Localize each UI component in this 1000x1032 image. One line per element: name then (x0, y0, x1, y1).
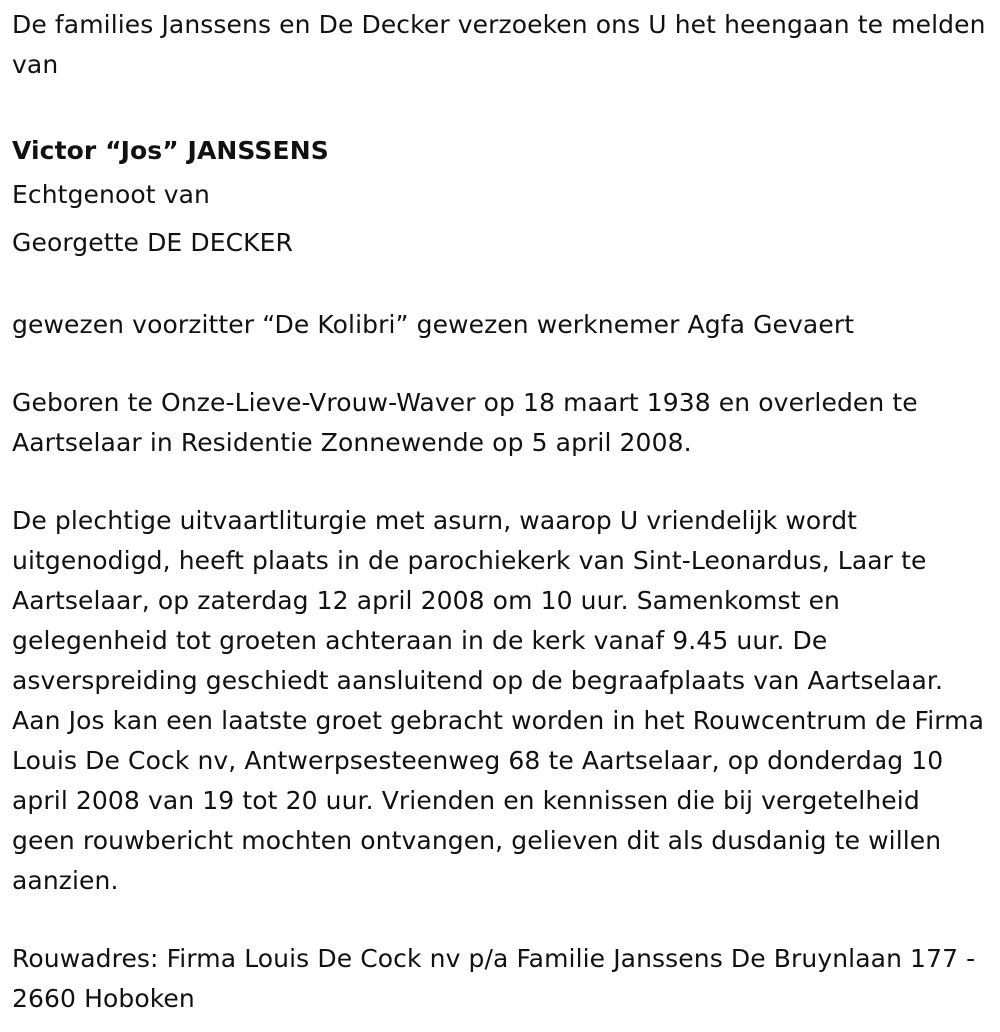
mourning-address: Rouwadres: Firma Louis De Cock nv p/a Familie Janssens De Bruynlaan 177 - 2660 Hoboken (12, 944, 976, 1013)
intro-text: De families Janssens en De Decker verzoeken ons U het heengaan te melden van (12, 10, 986, 79)
occupation-text: gewezen voorzitter “De Kolibri” gewezen werknemer Agfa Gevaert (12, 310, 855, 339)
spouse-label: Echtgenoot van (12, 180, 210, 209)
birth-death-text: Geboren te Onze-Lieve-Vrouw-Waver op 18 maart 1938 en overleden te Aartselaar in Residentie Zonnewende op 5 april 2008. (12, 388, 918, 457)
deceased-name: Victor “Jos” JANSSENS (12, 136, 329, 165)
funeral-details: De plechtige uitvaartliturgie met asurn, waarop U vriendelijk wordt uitgenodigd, heeft plaats in de parochiekerk van Sint-Leonardus, Laar te Aartselaar, op zaterdag 12 april 2008 om 10 uur. Samenkomst en gelegenheid tot groeten achteraan in de kerk vanaf 9.45 uur. De asverspreiding geschiedt aansluitend op de begraafplaats van Aartselaar. Aan Jos kan een laatste groet gebracht worden in het Rouwcentrum de Firma Louis De Cock nv, Antwerpsesteenweg 68 te Aartselaar, op donderdag 10 april 2008 van 19 tot 20 uur. Vrienden en kennissen die bij vergetelheid geen rouwbericht mochten ontvangen, gelieven dit als dusdanig te willen aanzien. (12, 506, 985, 895)
spouse-name: Georgette DE DECKER (12, 228, 294, 257)
